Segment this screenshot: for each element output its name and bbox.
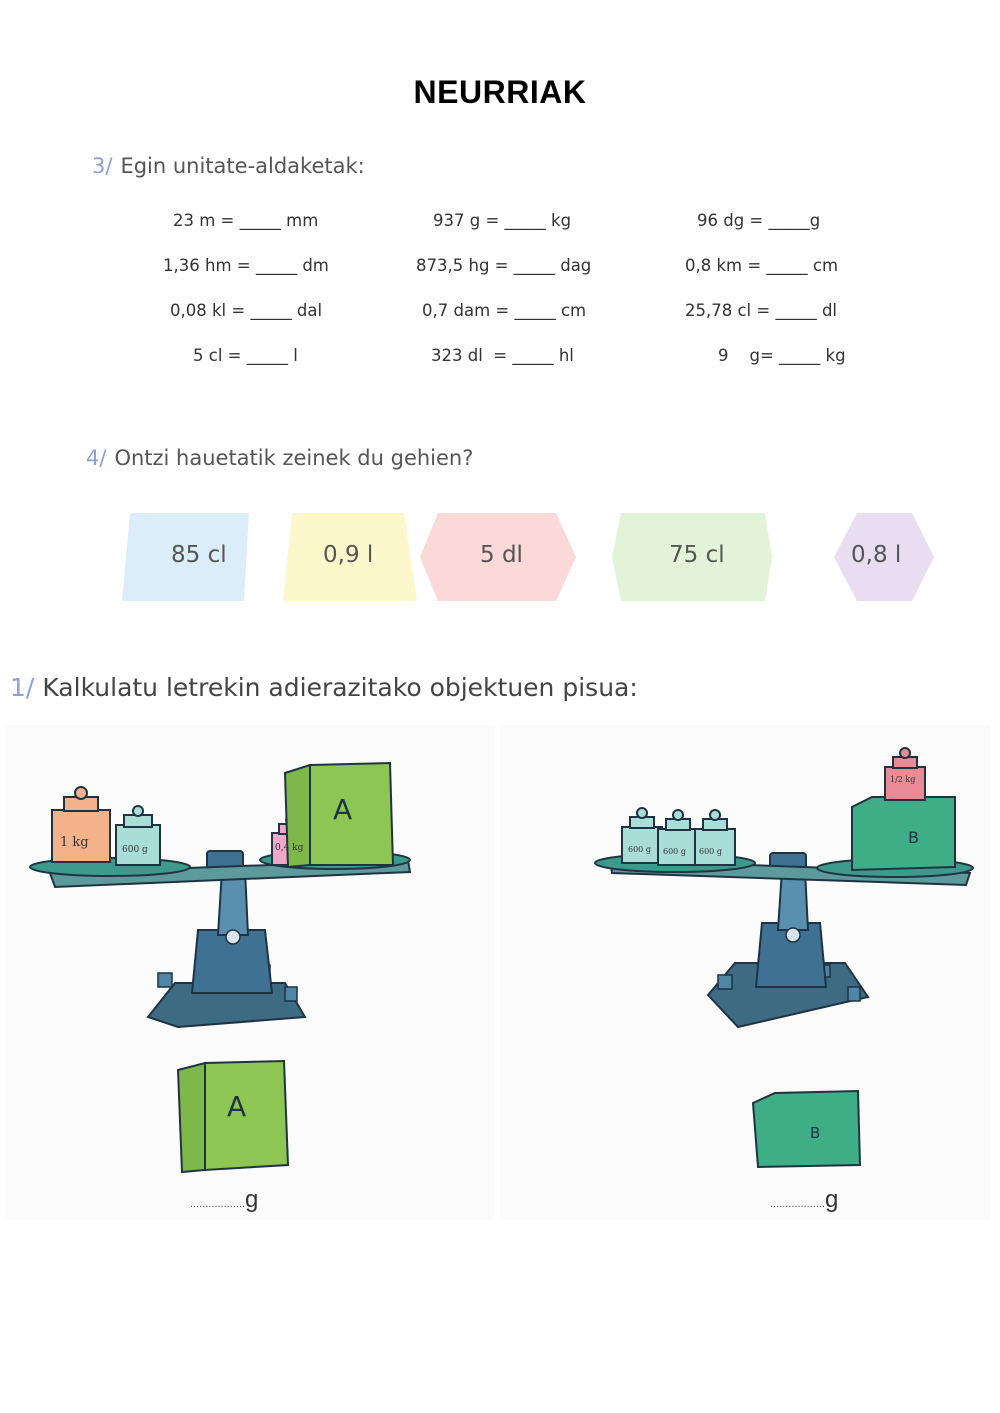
answer-a-blank[interactable]: .................. bbox=[190, 1198, 246, 1210]
section-4-title: Ontzi hauetatik zeinek du gehien? bbox=[114, 446, 474, 470]
section-4-number: 4/ bbox=[86, 446, 107, 470]
weight-label: 0,4 kg bbox=[275, 843, 304, 853]
exercise-item: 96 dg = _____g bbox=[697, 211, 821, 230]
box-b-label: B bbox=[908, 828, 919, 847]
container-label: 5 dl bbox=[480, 542, 523, 568]
answer-box-a-label: A bbox=[227, 1090, 247, 1123]
exercise-item: 23 m = _____ mm bbox=[173, 211, 319, 230]
exercise-item: 0,08 kl = _____ dal bbox=[170, 301, 323, 320]
exercise-item: 1,36 hm = _____ dm bbox=[163, 256, 329, 275]
container-label: 75 cl bbox=[669, 542, 725, 568]
answer-box-b-label: B bbox=[810, 1124, 821, 1142]
exercise-item: 323 dl = _____ hl bbox=[431, 346, 574, 365]
section-3-title: Egin unitate-aldaketak: bbox=[120, 154, 365, 178]
weight-label: 600 g bbox=[699, 847, 722, 856]
answer-a[interactable] bbox=[190, 1186, 258, 1214]
section-4-heading bbox=[86, 446, 473, 470]
answer-b-unit: g bbox=[825, 1186, 839, 1213]
weight-label: 1/2 kg bbox=[890, 775, 916, 784]
exercise-item: 937 g = _____ kg bbox=[433, 211, 572, 230]
weight-label: 600 g bbox=[122, 845, 148, 855]
scale-a-illustration bbox=[0, 725, 500, 1225]
answer-b-blank[interactable]: .................. bbox=[770, 1198, 826, 1210]
answer-b[interactable] bbox=[770, 1186, 838, 1214]
exercise-item: 873,5 hg = _____ dag bbox=[416, 256, 592, 275]
container-label: 0,9 l bbox=[323, 542, 374, 568]
weight-label: 600 g bbox=[663, 847, 686, 856]
exercise-item: 0,8 km = _____ cm bbox=[685, 256, 839, 275]
exercise-item: 25,78 cl = _____ dl bbox=[685, 301, 838, 320]
container-label: 0,8 l bbox=[851, 542, 902, 568]
section-1-title: Kalkulatu letrekin adierazitako objektuen pisua: bbox=[42, 673, 638, 702]
weight-label: 1 kg bbox=[60, 835, 89, 850]
exercise-item: 9 g= _____ kg bbox=[718, 346, 846, 365]
section-1-heading bbox=[10, 673, 638, 702]
answer-a-unit: g bbox=[245, 1186, 259, 1213]
section-3-number: 3/ bbox=[92, 154, 113, 178]
section-1-number: 1/ bbox=[10, 673, 35, 702]
container-label: 85 cl bbox=[171, 542, 227, 568]
exercise-item: 5 cl = _____ l bbox=[193, 346, 298, 365]
exercise-item: 0,7 dam = _____ cm bbox=[422, 301, 587, 320]
scale-b-illustration bbox=[500, 725, 995, 1225]
section-3-heading bbox=[92, 154, 365, 178]
weight-label: 600 g bbox=[628, 845, 651, 854]
box-a-label: A bbox=[333, 793, 353, 826]
page-title: NEURRIAK bbox=[413, 74, 587, 110]
